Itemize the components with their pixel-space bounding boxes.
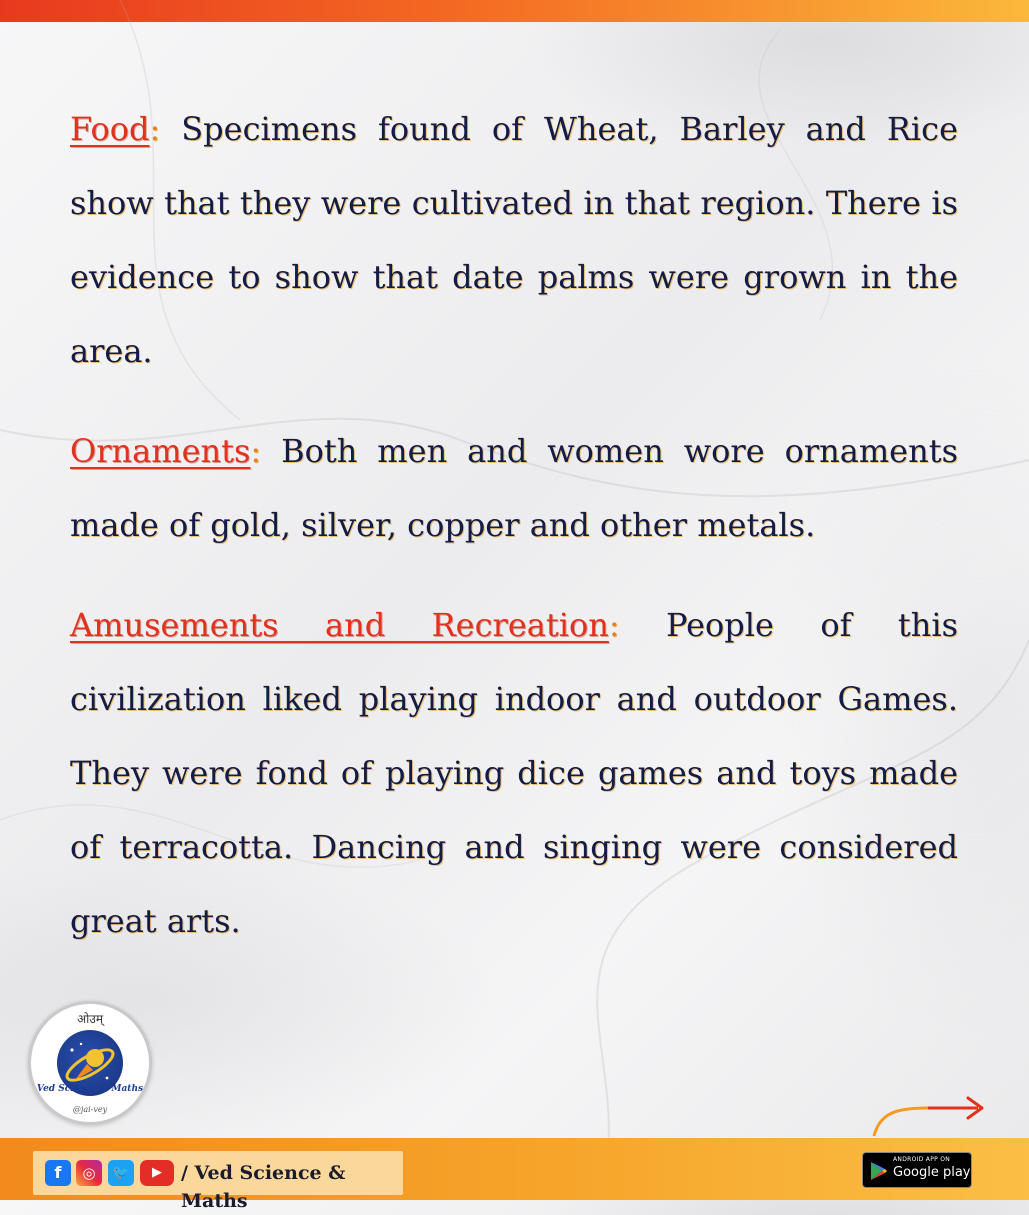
play-badge-label: Google play	[893, 1165, 971, 1180]
logo-bottom-text: @jai-vey	[72, 1105, 108, 1114]
next-arrow-icon[interactable]	[868, 1088, 988, 1138]
section-amusements	[70, 588, 958, 958]
section-heading: Food	[70, 110, 150, 148]
section-ornaments	[70, 414, 958, 562]
article-body	[70, 92, 958, 984]
youtube-icon[interactable]: ▶	[140, 1160, 174, 1186]
brand-logo	[28, 1001, 152, 1125]
facebook-icon[interactable]: f	[45, 1160, 71, 1186]
footer-bar	[0, 1138, 1029, 1212]
social-links	[33, 1151, 403, 1212]
google-play-badge[interactable]	[862, 1152, 972, 1188]
play-badge-small-text: ANDROID APP ON	[893, 1156, 951, 1163]
section-text: Specimens found of Wheat, Barley and Rice show that they were cultivated in that region. There is evidence to show that date palms were grown in the area.	[70, 110, 958, 370]
logo-top-text: ओउम्	[76, 1012, 104, 1026]
play-store-icon	[870, 1161, 888, 1181]
section-food	[70, 92, 958, 388]
top-accent-bar	[0, 0, 1029, 22]
section-text: Both men and women wore ornaments made of gold, silver, copper and other metals.	[70, 432, 958, 544]
section-text: People of this civilization liked playing indoor and outdoor Games. They were fond of playing dice games and toys made of terracotta. Dancing and singing were considered great arts.	[70, 606, 958, 940]
logo-caption: Ved Science & Maths	[36, 1084, 144, 1094]
heading-colon: :	[608, 606, 620, 644]
heading-colon: :	[149, 110, 161, 148]
heading-colon: :	[250, 432, 262, 470]
instagram-icon[interactable]: ◎	[76, 1160, 102, 1186]
social-handle[interactable]: / Ved Science & Maths	[181, 1162, 346, 1212]
section-heading: Ornaments	[70, 432, 251, 470]
twitter-icon[interactable]: 🐦	[108, 1160, 134, 1186]
section-heading: Amusements and Recreation	[70, 606, 609, 644]
